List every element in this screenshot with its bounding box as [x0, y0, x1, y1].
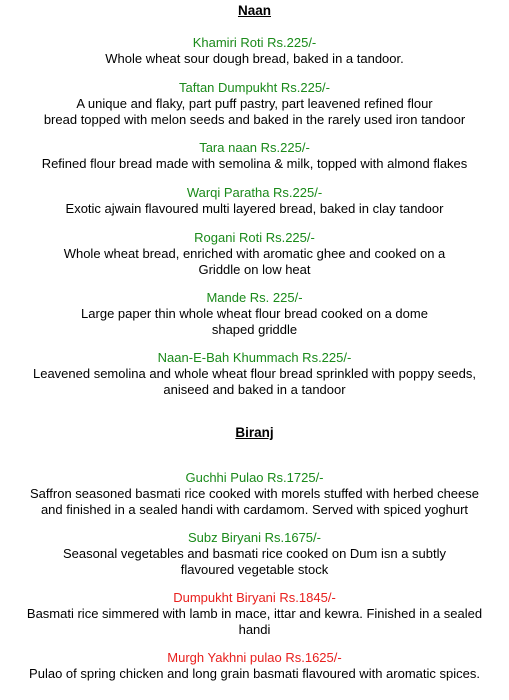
section-heading-naan: Naan: [237, 3, 271, 18]
menu-item-warqi-paratha: [0, 184, 509, 217]
menu-item-rogani-roti: [0, 229, 509, 278]
menu-item-guchhi-pulao: [0, 469, 509, 518]
item-description: Leavened semolina and whole wheat flour bread sprinkled with poppy seeds, aniseed and baked in a tandoor: [32, 366, 476, 397]
menu-item-tara-naan: [0, 139, 509, 172]
menu-item-naan-e-bah-khummach: [0, 349, 509, 398]
item-name: Guchhi Pulao Rs.1725/-: [185, 470, 324, 485]
item-name: Taftan Dumpukht Rs.225/-: [178, 80, 331, 95]
section-heading-biranj: Biranj: [235, 425, 274, 440]
item-name: Tara naan Rs.225/-: [199, 140, 310, 155]
menu-item-dumpukht-biryani: [0, 589, 509, 638]
item-name: Mande Rs. 225/-: [206, 290, 303, 305]
item-name: Dumpukht Biryani Rs.1845/-: [173, 590, 336, 605]
item-description: Whole wheat sour dough bread, baked in a tandoor.: [105, 51, 404, 66]
menu-item-mande: [0, 289, 509, 338]
item-description: A unique and flaky, part puff pastry, part leavened refined flour bread topped with melon seeds and baked in the rarely used iron tandoor: [43, 96, 466, 127]
item-name: Khamiri Roti Rs.225/-: [192, 35, 317, 50]
item-description: Seasonal vegetables and basmati rice cooked on Dum isn a subtly flavoured vegetable stock: [63, 546, 446, 577]
item-name: Warqi Paratha Rs.225/-: [186, 185, 323, 200]
item-description: Basmati rice simmered with lamb in mace, ittar and kewra. Finished in a sealed handi: [26, 606, 483, 637]
item-description: Refined flour bread made with semolina & milk, topped with almond flakes: [41, 156, 468, 171]
item-description: Large paper thin whole wheat flour bread cooked on a dome shaped griddle: [81, 306, 428, 337]
menu-item-khamiri-roti: [0, 34, 509, 67]
item-name: Murgh Yakhni pulao Rs.1625/-: [167, 650, 342, 665]
item-description: Exotic ajwain flavoured multi layered bread, baked in clay tandoor: [65, 201, 444, 216]
menu-item-subz-biryani: [0, 529, 509, 578]
item-name: Naan-E-Bah Khummach Rs.225/-: [157, 350, 352, 365]
item-description: Pulao of spring chicken and long grain basmati flavoured with aromatic spices.: [29, 666, 480, 681]
menu-item-taftan-dumpukht: [0, 79, 509, 128]
item-description: Saffron seasoned basmati rice cooked with morels stuffed with herbed cheese and finished in a sealed handi with cardamom. Served with spiced yoghurt: [30, 486, 479, 517]
item-name: Subz Biryani Rs.1675/-: [188, 530, 321, 545]
item-description: Whole wheat bread, enriched with aromatic ghee and cooked on a Griddle on low heat: [63, 246, 446, 277]
menu-item-murgh-yakhni-pulao: [0, 649, 509, 682]
item-name: Rogani Roti Rs.225/-: [194, 230, 315, 245]
